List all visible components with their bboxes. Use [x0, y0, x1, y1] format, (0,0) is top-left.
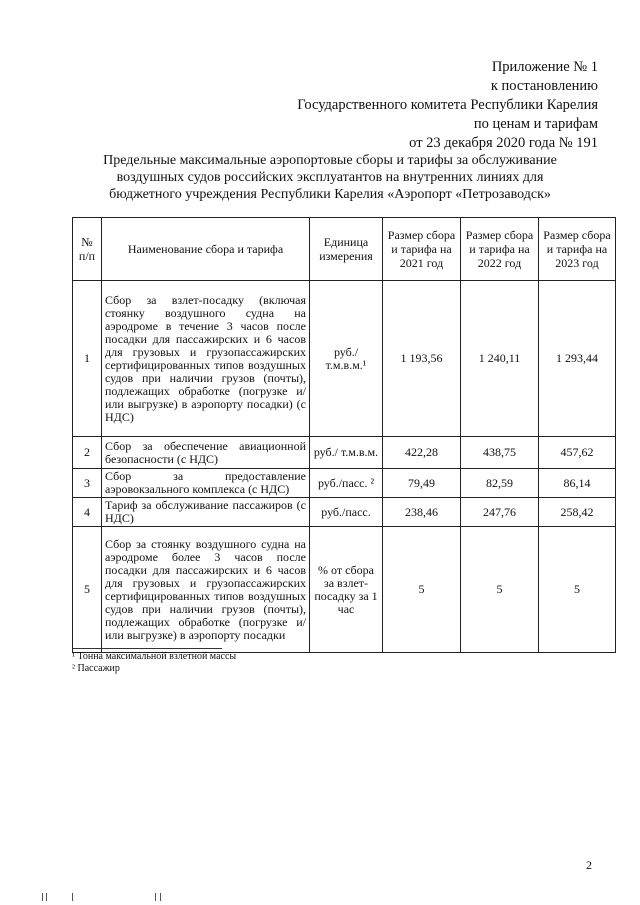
title-line-1: Предельные максимальные аэропортовые сборы и тарифы за обслуживание	[103, 153, 557, 168]
row-unit: % от сбора за взлет-посадку за 1 час	[310, 527, 383, 653]
table-row	[73, 437, 616, 469]
row-name: Сбор за обеспечение авиационной безопасности (с НДС)	[102, 437, 310, 469]
table-row	[73, 527, 616, 653]
footnotes	[72, 648, 236, 675]
row-value-2021: 422,28	[383, 437, 461, 469]
footnote-divider	[72, 648, 222, 649]
row-unit: руб./ т.м.в.м.	[310, 437, 383, 469]
row-unit: руб./пасс.	[310, 498, 383, 527]
row-num: 3	[73, 469, 102, 498]
row-value-2023: 457,62	[539, 437, 616, 469]
row-num: 5	[73, 527, 102, 653]
header-2023: Размер сбора и тарифа на 2023 год	[539, 218, 616, 281]
scan-mark	[46, 893, 47, 901]
row-name: Сбор за взлет-посадку (включая стоянку воздушного судна на аэродроме в течение 3 часов после посадки для пассажирских и 6 часов для грузовых и грузопассажирских сертифицированных типов воздушных судов при наличии грузов (почты), подлежащих обработке (погрузке и/или выгрузке) в аэропорту посадки) (с НДС)	[102, 281, 310, 437]
footnote-1: ¹ Тонна максимальной взлетной массы	[72, 651, 237, 662]
appendix-line-4: по ценам и тарифам	[473, 116, 598, 132]
row-unit: руб./пасс. ²	[310, 469, 383, 498]
row-value-2022: 247,76	[461, 498, 539, 527]
footnote-2: ² Пассажир	[72, 663, 120, 674]
scan-mark	[72, 893, 73, 901]
row-num: 4	[73, 498, 102, 527]
appendix-header	[297, 58, 598, 153]
document-title	[70, 152, 590, 203]
row-value-2022: 438,75	[461, 437, 539, 469]
header-2021: Размер сбора и тарифа на 2021 год	[383, 218, 461, 281]
scan-mark	[155, 893, 156, 901]
title-line-3: бюджетного учреждения Республики Карелия «Аэропорт «Петрозаводск»	[109, 187, 551, 202]
table-row	[73, 469, 616, 498]
row-unit: руб./ т.м.в.м.¹	[310, 281, 383, 437]
row-num: 2	[73, 437, 102, 469]
appendix-line-2: к постановлению	[490, 78, 598, 94]
header-num: № п/п	[73, 218, 102, 281]
header-name: Наименование сбора и тарифа	[102, 218, 310, 281]
table-row	[73, 281, 616, 437]
row-value-2022: 1 240,11	[461, 281, 539, 437]
row-value-2023: 258,42	[539, 498, 616, 527]
scan-mark	[160, 893, 161, 901]
row-value-2021: 79,49	[383, 469, 461, 498]
row-value-2021: 238,46	[383, 498, 461, 527]
row-num: 1	[73, 281, 102, 437]
row-value-2021: 5	[383, 527, 461, 653]
row-name: Сбор за стоянку воздушного судна на аэродроме более 3 часов после посадки для пассажирских и 6 часов для грузовых и грузопассажирских сертифицированных типов воздушных судов при наличии грузов (почты), подлежащих обработке (погрузке и/или выгрузке) в аэропорту посадки	[102, 527, 310, 653]
appendix-line-3: Государственного комитета Республики Карелия	[297, 97, 598, 113]
table-header-row	[73, 218, 616, 281]
row-value-2022: 82,59	[461, 469, 539, 498]
row-name: Сбор за предоставление аэровокзального комплекса (с НДС)	[102, 469, 310, 498]
table-row	[73, 498, 616, 527]
row-value-2021: 1 193,56	[383, 281, 461, 437]
scan-mark	[42, 893, 43, 901]
row-value-2022: 5	[461, 527, 539, 653]
header-2022: Размер сбора и тарифа на 2022 год	[461, 218, 539, 281]
page-number: 2	[586, 858, 592, 872]
row-value-2023: 86,14	[539, 469, 616, 498]
row-value-2023: 1 293,44	[539, 281, 616, 437]
appendix-line-1: Приложение № 1	[491, 59, 598, 75]
tariffs-table	[72, 217, 616, 653]
title-line-2: воздушных судов российских эксплуатантов на внутренних линиях для	[116, 170, 544, 185]
header-unit: Единица измерения	[310, 218, 383, 281]
row-name: Тариф за обслуживание пассажиров (с НДС)	[102, 498, 310, 527]
appendix-line-5: от 23 декабря 2020 года № 191	[409, 135, 598, 151]
row-value-2023: 5	[539, 527, 616, 653]
